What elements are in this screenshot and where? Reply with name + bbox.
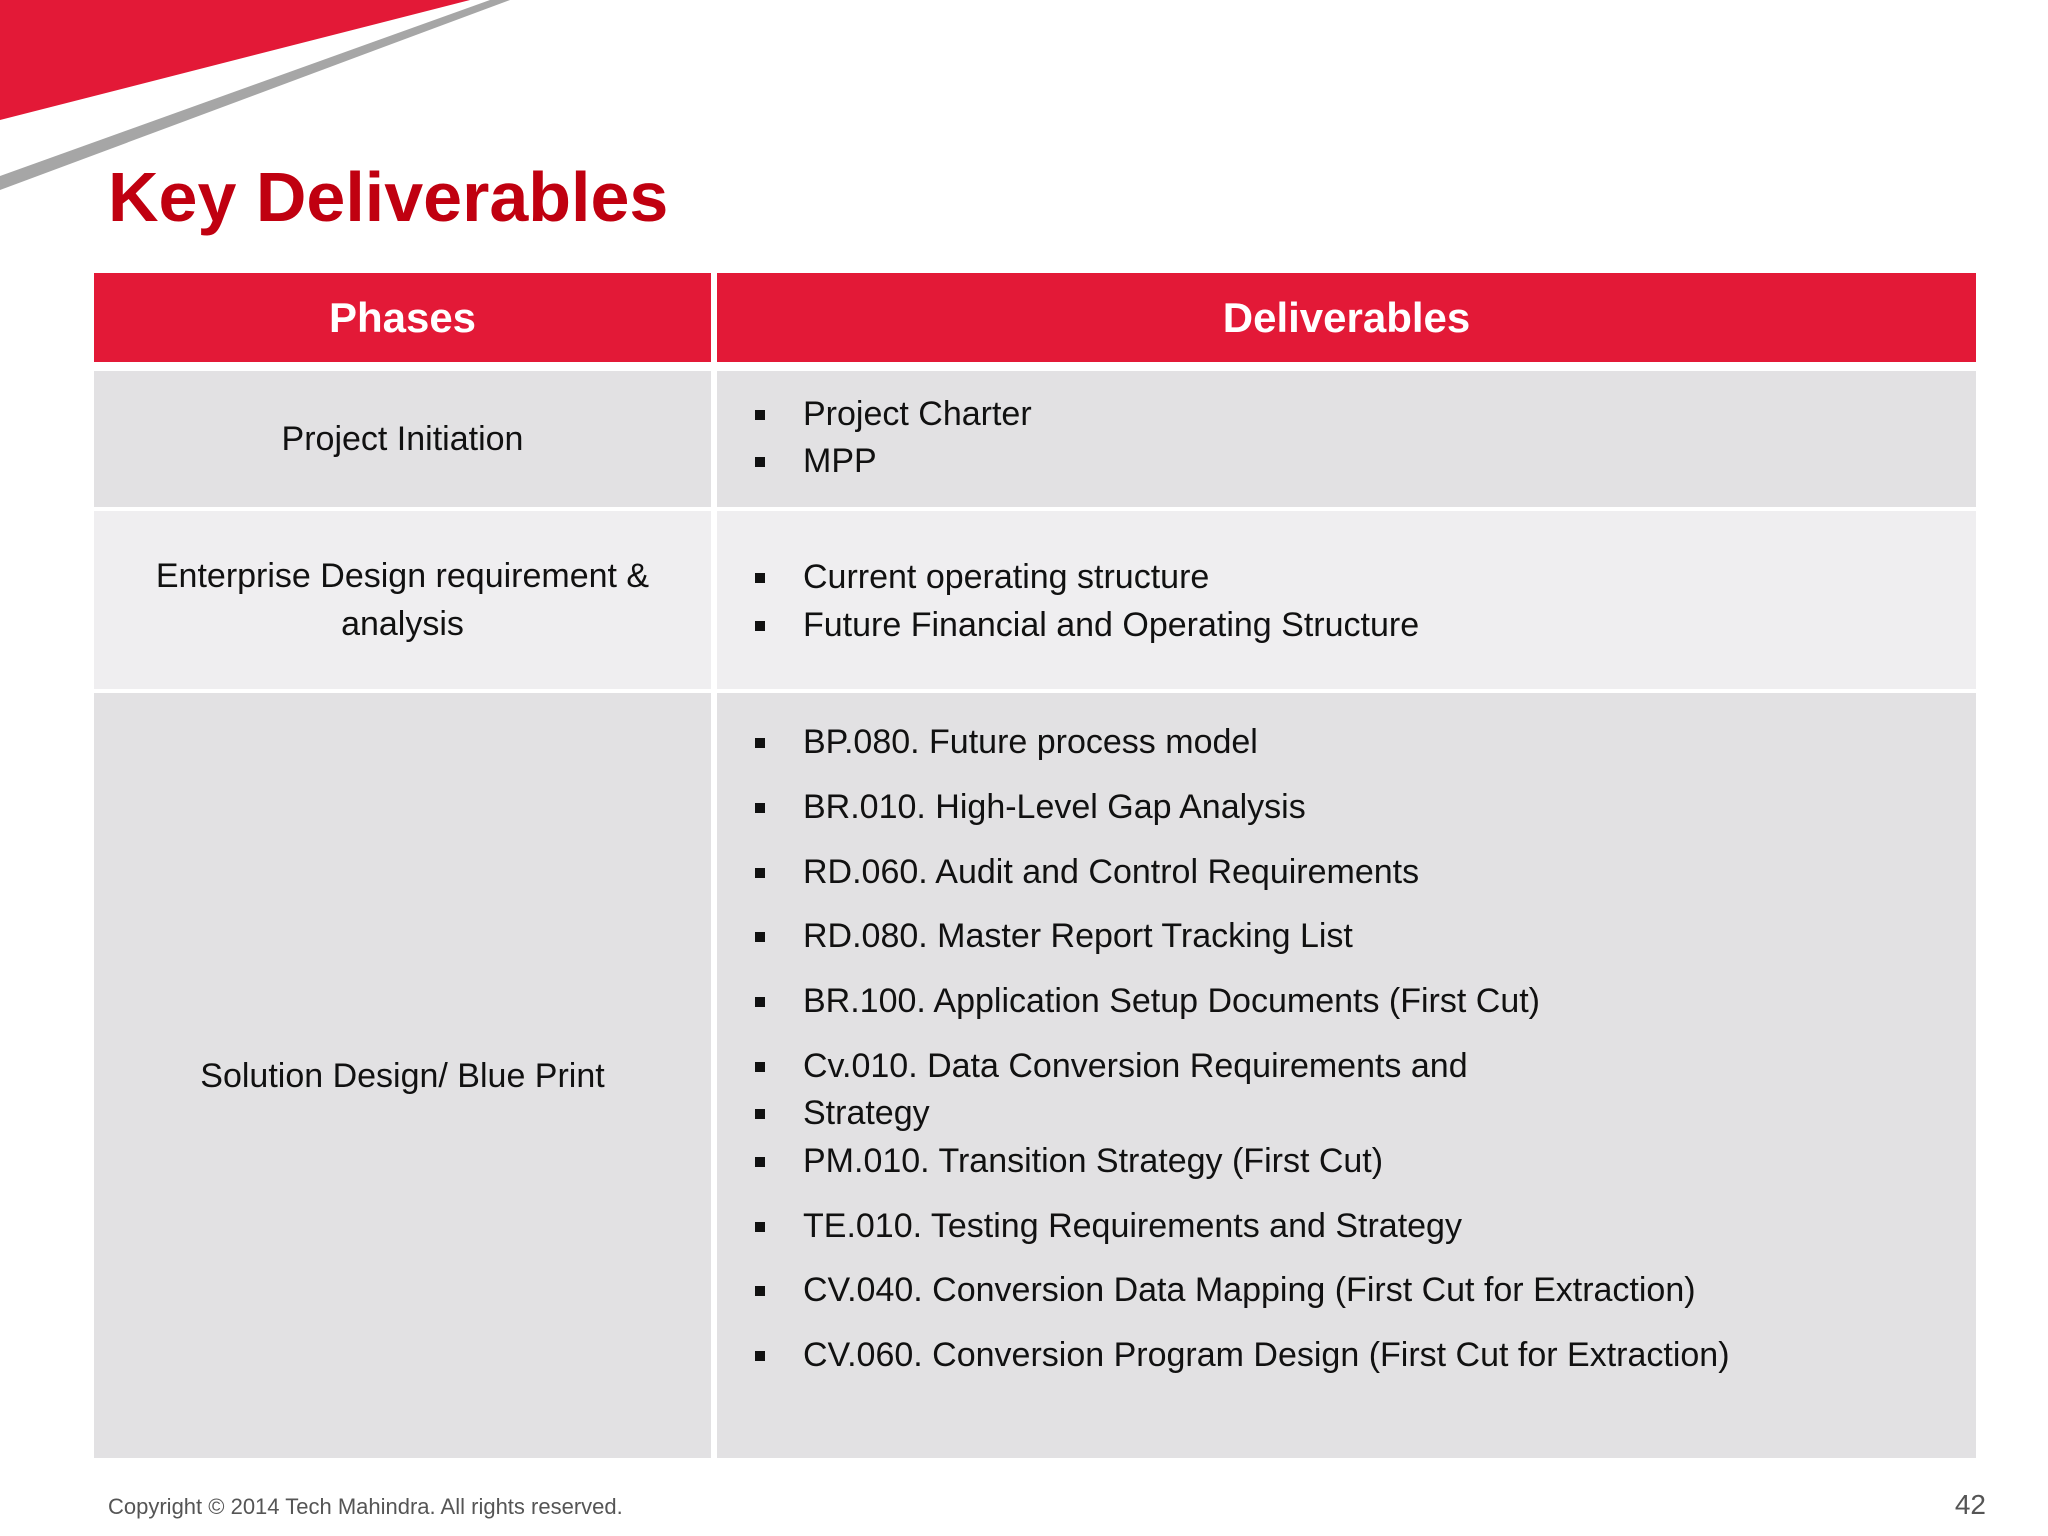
phase-name xyxy=(282,415,524,463)
square-bullet-icon xyxy=(755,457,765,467)
deliverables-cell xyxy=(717,371,1976,507)
deliverable-text: BR.010. High-Level Gap Analysis xyxy=(803,788,1306,826)
deliverable-text: RD.080. Master Report Tracking List xyxy=(803,917,1353,955)
square-bullet-icon xyxy=(755,932,765,942)
copyright-notice: Copyright © 2014 Tech Mahindra. All rights reserved. xyxy=(108,1494,623,1519)
deliverable-text: TE.010. Testing Requirements and Strategy xyxy=(803,1207,1462,1245)
page-title: Key Deliverables xyxy=(108,158,669,236)
deliverables-cell xyxy=(717,693,1976,1458)
phase-name xyxy=(156,552,649,648)
square-bullet-icon xyxy=(755,868,765,878)
square-bullet-icon xyxy=(755,997,765,1007)
square-bullet-icon xyxy=(755,573,765,583)
deliverable-text: BP.080. Future process model xyxy=(803,723,1258,761)
deliverable-text: Cv.010. Data Conversion Requirements and xyxy=(803,1047,1468,1085)
column-header-phases: Phases xyxy=(94,273,711,362)
phase-text-line: analysis xyxy=(341,605,464,643)
square-bullet-icon xyxy=(755,803,765,813)
deliverable-text: CV.060. Conversion Program Design (First Cut for Extraction) xyxy=(803,1336,1730,1374)
square-bullet-icon xyxy=(755,738,765,748)
deliverable-text: MPP xyxy=(803,442,877,480)
phase-cell xyxy=(94,693,711,1458)
square-bullet-icon xyxy=(755,1062,765,1072)
deliverable-text: BR.100. Application Setup Documents (First Cut) xyxy=(803,982,1540,1020)
deliverable-text: Strategy xyxy=(803,1094,930,1132)
deliverables-table xyxy=(94,273,1976,1458)
deliverable-text: CV.040. Conversion Data Mapping (First Cut for Extraction) xyxy=(803,1271,1696,1309)
square-bullet-icon xyxy=(755,1351,765,1361)
phase-name xyxy=(200,1052,604,1100)
square-bullet-icon xyxy=(755,1157,765,1167)
deliverable-text: RD.060. Audit and Control Requirements xyxy=(803,853,1420,891)
column-header-deliverables: Deliverables xyxy=(717,273,1976,362)
square-bullet-icon xyxy=(755,1222,765,1232)
square-bullet-icon xyxy=(755,1109,765,1119)
deliverable-text: PM.010. Transition Strategy (First Cut) xyxy=(803,1142,1384,1180)
deliverables-cell xyxy=(717,511,1976,689)
square-bullet-icon xyxy=(755,410,765,420)
phase-cell xyxy=(94,371,711,507)
deliverable-text: Future Financial and Operating Structure xyxy=(803,606,1420,644)
phase-text-line: Solution Design/ Blue Print xyxy=(200,1056,605,1095)
phase-text-line: Enterprise Design requirement & xyxy=(155,557,650,595)
square-bullet-icon xyxy=(755,1286,765,1296)
page-number: 42 xyxy=(1954,1489,1986,1520)
square-bullet-icon xyxy=(755,621,765,631)
deliverable-text: Project Charter xyxy=(803,395,1032,433)
phase-cell xyxy=(94,511,711,689)
phase-text-line: Project Initiation xyxy=(281,420,524,458)
deliverable-text: Current operating structure xyxy=(803,558,1210,596)
